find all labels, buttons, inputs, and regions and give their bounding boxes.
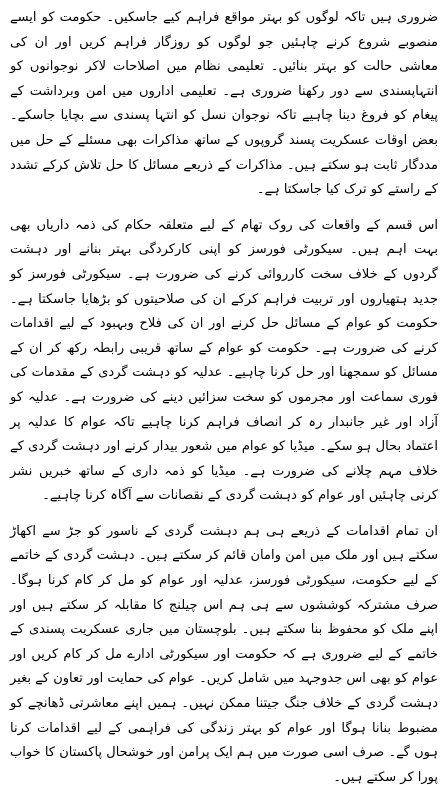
paragraph-2: اس قسم کے واقعات کی روک تھام کے لیے متعلقہ حکام کی ذمہ داریاں بھی بہت اہم ہیں۔ سیکورٹی فورسز کو اپنی کارکردگی بہتر بنانے اور دہشت گردوں کے خلاف سخت کارروائی کرنے کی ضرورت ہے۔ سیکورٹی فورسز کو جدید ہتھیاروں اور تربیت فراہم کرکے ان کی صلاحیتوں کو بڑھایا جاسکتا ہے۔ حکومت کو عوام کے مسائل حل کرنے اور ان کی فلاح وبہبود کے لیے اقدامات کرنے کی ضرورت ہے۔ حکومت کو عوام کے ساتھ قریبی رابطہ رکھ کر ان کے مسائل کو سمجھنا اور حل کرنا چاہیے۔ عدلیہ کو دہشت گردی کے مقدمات کی فوری سماعت اور مجرموں کو سخت سزائیں دینے کی ضرورت ہے۔ عدلیہ کو آزاد اور غیر جانبدار رہ کر انصاف فراہم کرنا چاہیے تاکہ عوام کا عدلیہ پر اعتماد بحال ہو سکے۔ میڈیا کو عوام میں شعور بیدار کرنے اور دہشت گردی کے خلاف مہم چلانے کی ضرورت ہے۔ میڈیا کو ذمہ داری کے ساتھ خبریں نشر کرنی چاہئیں اور عوام کو دہشت گردی کے نقصانات سے آگاہ کرنا چاہیے۔ (10, 217, 438, 504)
paragraph-3: ان تمام اقدامات کے ذریعے ہی ہم دہشت گردی کے ناسور کو جڑ سے اکھاڑ سکتے ہیں اور ملک میں امن وامان قائم کر سکتے ہیں۔ دہشت گردی کے خاتمے کے لیے حکومت، سیکورٹی فورسز، عدلیہ اور عوام کو مل کر کام کرنا ہوگا۔ صرف مشترکہ کوششوں سے ہی ہم اس چیلنج کا مقابلہ کر سکتے ہیں اور اپنے ملک کو محفوظ بنا سکتے ہیں۔ بلوچستان میں جاری عسکریت پسندی کے خاتمے کے لیے ضروری ہے کہ حکومت اور سیکورٹی ادارے مل کر کام کریں اور عوام کو بھی اس جدوجہد میں شامل کریں۔ عوام کی حمایت اور تعاون کے بغیر دہشت گردی کے خلاف جنگ جیتنا ممکن نہیں۔ ہمیں اپنے معاشرتی ڈھانچے کو مضبوط بنانا ہوگا اور عوام کو بہتر زندگی کی فراہمی کے لیے اقدامات کرنا ہوں گے۔ صرف اسی صورت میں ہم ایک پرامن اور خوشحال پاکستان کا خواب پورا کر سکتے ہیں۔ (10, 523, 438, 785)
paragraph-1: ضروری ہیں تاکہ لوگوں کو بہتر مواقع فراہم کیے جاسکیں۔ حکومت کو ایسے منصوبے شروع کرنے چاہئیں جو لوگوں کو روزگار فراہم کریں اور ان کی معاشی حالت کو بہتر بنائیں۔ تعلیمی نظام میں اصلاحات لاکر نوجوانوں کو انتہاپسندی سے دور رکھنا ضروری ہے۔ تعلیمی اداروں میں امن وبرداشت کے پیغام کو فروغ دینا چاہیے تاکہ نوجوان نسل کو انتہا پسندی سے بچایا جاسکے۔ بعض اوقات عسکریت پسند گروپوں کے ساتھ مذاکرات بھی مسئلے کے حل میں مددگار ثابت ہو سکتے ہیں۔ مذاکرات کے ذریعے مسائل کا حل تلاش کرکے تشدد کے راستے کو ترک کیا جاسکتا ہے۔ (10, 10, 438, 198)
